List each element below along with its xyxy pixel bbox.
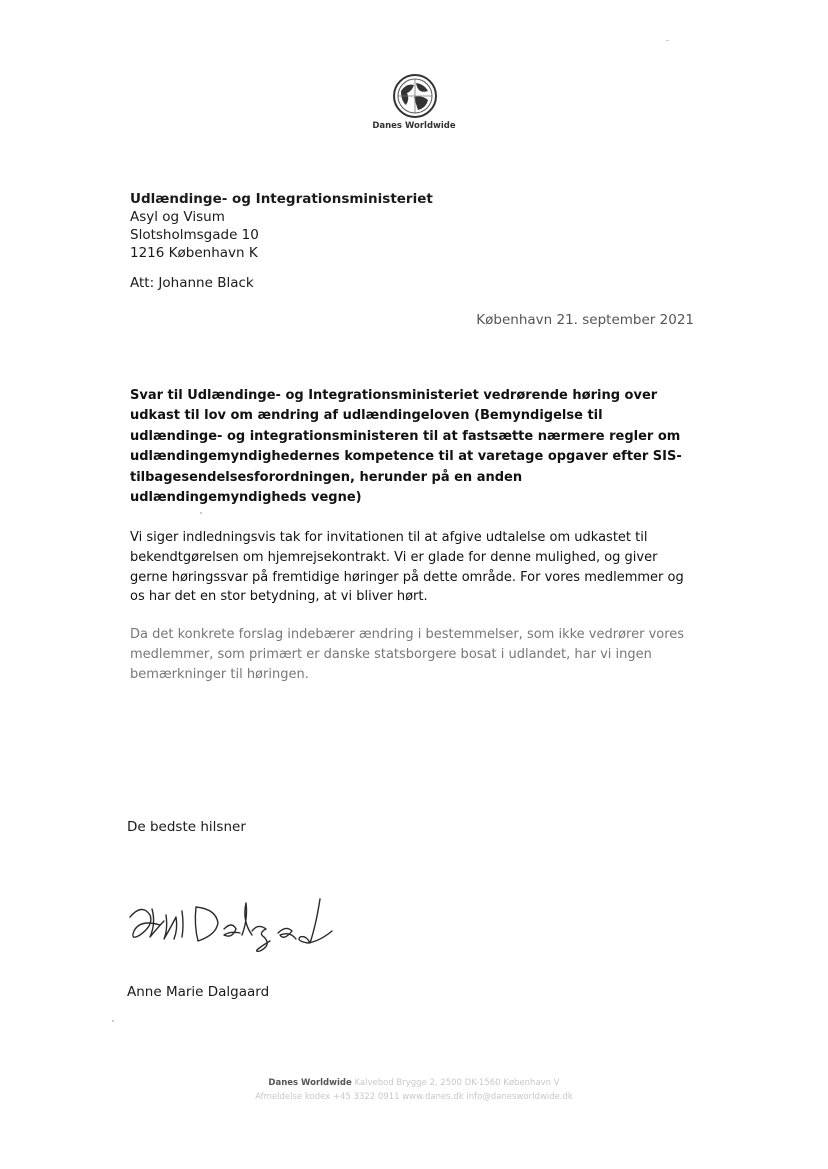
footer-address: Kalvebod Brygge 2, 2500 DK-1560 København V xyxy=(354,1078,560,1088)
recipient-department: Asyl og Visum xyxy=(130,209,225,225)
recipient-address xyxy=(130,190,433,262)
recipient-city: 1216 København K xyxy=(130,245,258,261)
letter-subject: Svar til Udlændinge- og Integrationsministeriet vedrørende høring over udkast til lov om ændring af udlændingeloven (Bemyndigelse til udlændinge- og integrationsministeren til at fastsætte nærmere regler om udlændingemyndighedernes kompetence til at varetage opgaver efter SIS-tilbagesendelsesforordningen, herunder på en anden udlændingemyndigheds vegne) xyxy=(130,388,682,506)
recipient-organization: Udlændinge- og Integrationsministeriet xyxy=(130,191,433,207)
body-paragraph: Vi siger indledningsvis tak for invitationen til at afgive udtalelse om udkastet til bekendtgørelsen om hjemrejsekontrakt. Vi er glade for denne mulighed, og giver gerne høringssvar på fremtidige høringer på dette område. For vores medlemmer og os har det en stor betydning, at vi bliver hørt. xyxy=(130,530,684,605)
letter-footer xyxy=(0,1076,828,1104)
scan-speck xyxy=(200,512,202,514)
letter-date: København 21. september 2021 xyxy=(476,312,694,328)
footer-brand: Danes Worldwide xyxy=(268,1078,352,1088)
scan-speck xyxy=(666,40,669,41)
body-paragraph: Da det konkrete forslag indebærer ændring i bestemmelser, som ikke vedrører vores medlemmer, som primært er danske statsborgere bosat i udlandet, har vi ingen bemærkninger til høringen. xyxy=(130,627,685,682)
recipient-street: Slotsholmsgade 10 xyxy=(130,227,259,243)
globe-logo-icon xyxy=(392,73,438,119)
scan-speck xyxy=(112,1020,114,1022)
footer-contact: Afmeldelse kodex +45 3322 0911 www.danes.dk info@danesworldwide.dk xyxy=(255,1092,573,1102)
letterhead-brand: Danes Worldwide xyxy=(372,121,456,131)
handwritten-signature xyxy=(120,895,360,965)
attention-line: Att: Johanne Black xyxy=(130,275,254,291)
closing-salutation: De bedste hilsner xyxy=(127,819,246,835)
signer-name: Anne Marie Dalgaard xyxy=(127,984,270,1000)
